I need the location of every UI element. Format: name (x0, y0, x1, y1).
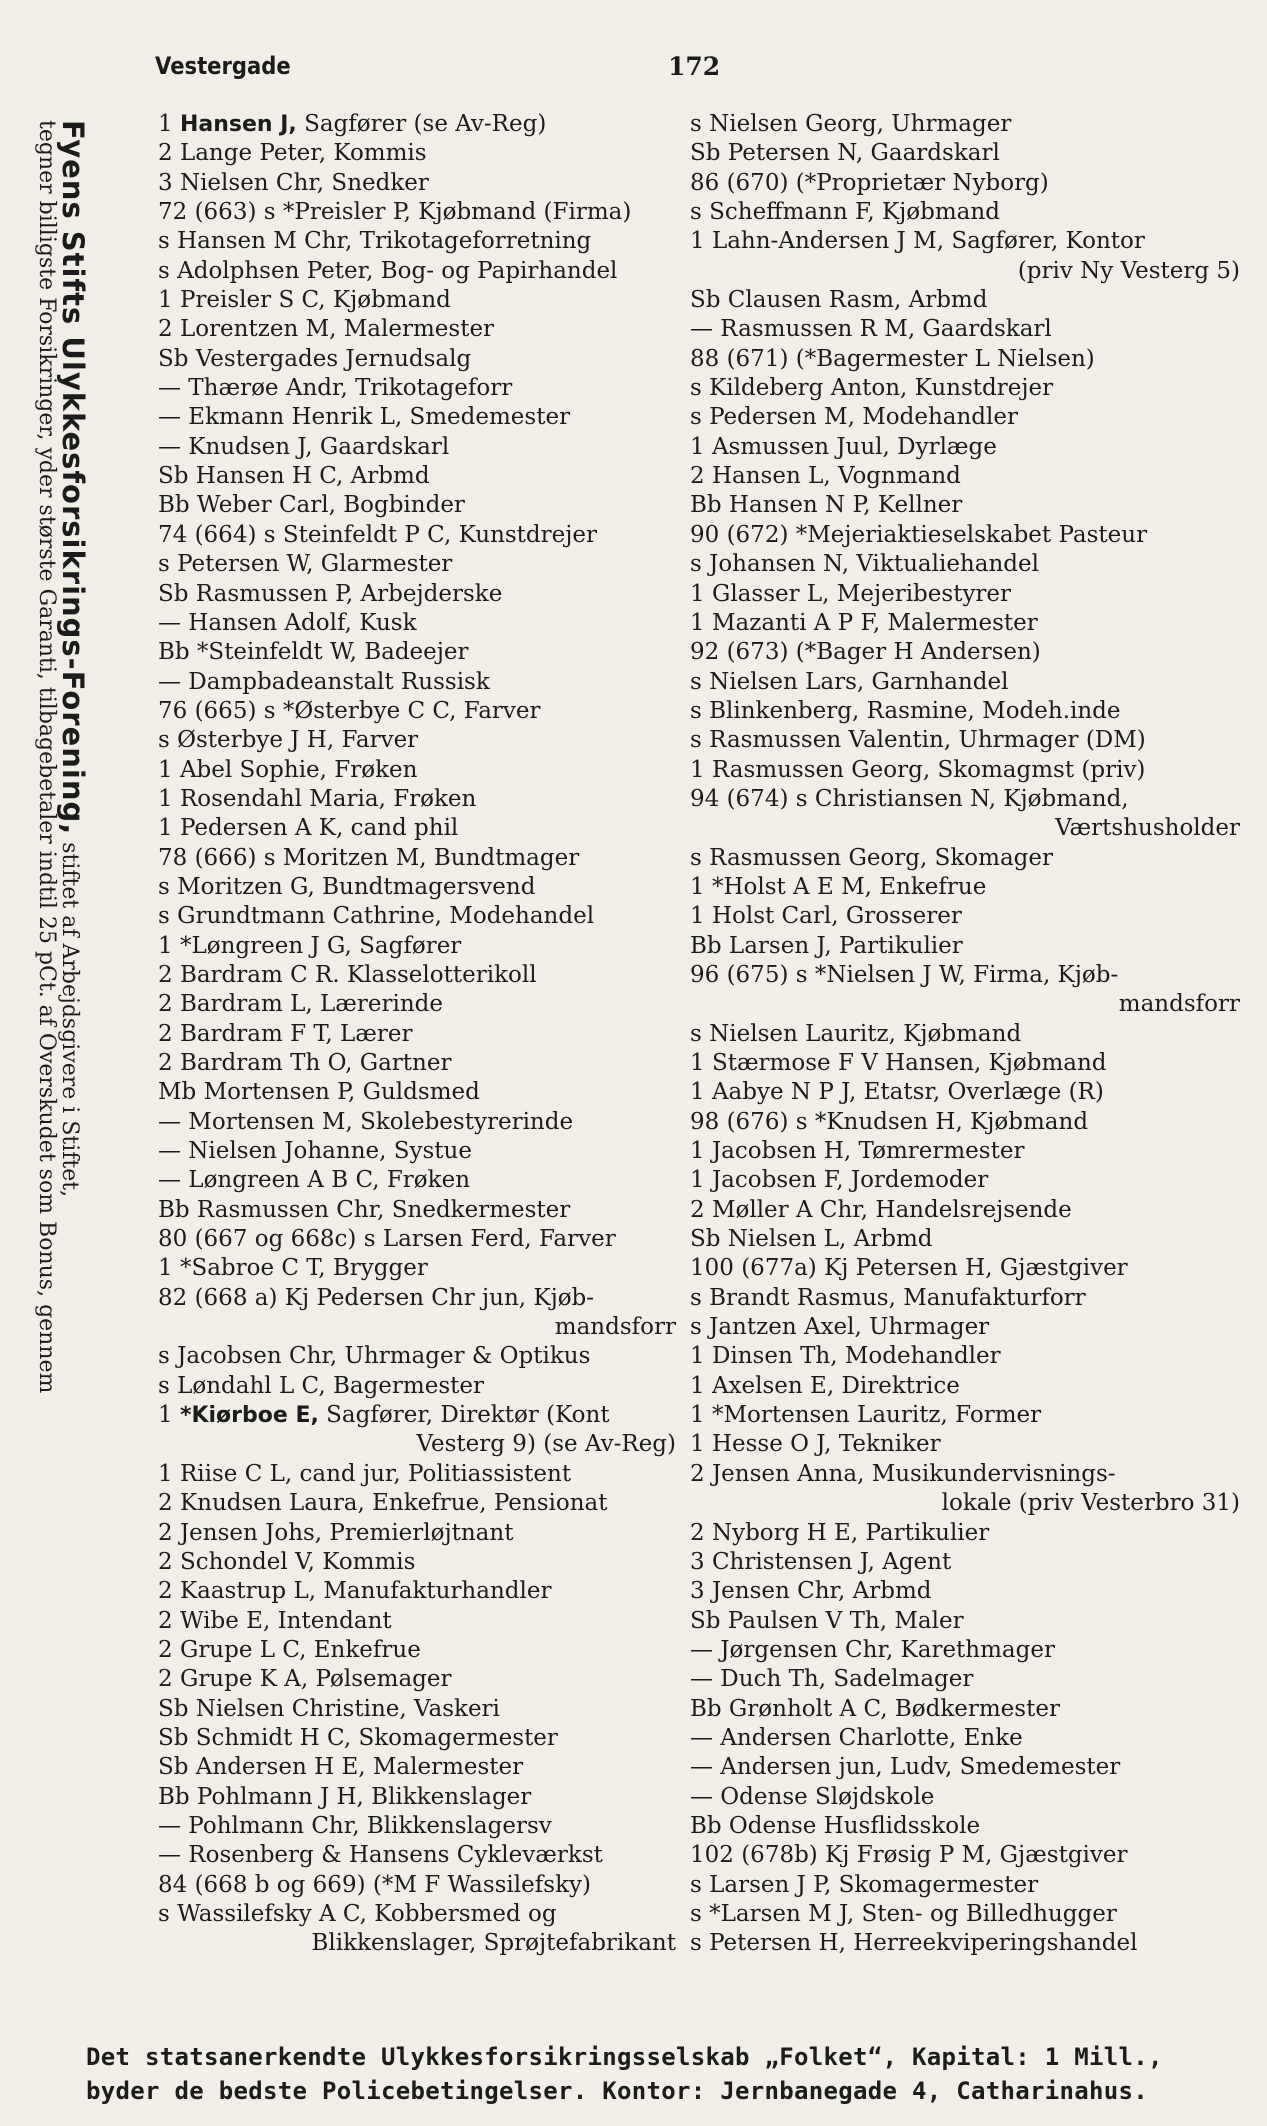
directory-entry: — Jørgensen Chr, Karethmager (690, 1636, 1055, 1663)
directory-entry: s *Larsen M J, Sten- og Billedhugger (690, 1900, 1117, 1927)
directory-entry: Bb Weber Carl, Bogbinder (158, 492, 465, 519)
directory-entry: 1 Rasmussen Georg, Skomagmst (priv) (690, 756, 1146, 783)
directory-entry: 3 Christensen J, Agent (690, 1548, 952, 1575)
directory-entry: — Løngreen A B C, Frøken (158, 1167, 471, 1194)
directory-entry: s Løndahl L C, Bagermester (158, 1372, 484, 1399)
directory-entry: Sb Nielsen Christine, Vaskeri (158, 1695, 500, 1722)
directory-entry: (priv Ny Vesterg 5) (1017, 257, 1240, 284)
directory-entry: 1 Aabye N P J, Etatsr, Overlæge (R) (690, 1079, 1104, 1106)
directory-entry: 72 (663) s *Preisler P, Kjøbmand (Firma) (158, 199, 632, 226)
directory-entry: s Hansen M Chr, Trikotageforretning (158, 228, 592, 255)
footer-line-2: byder de bedste Policebetingelser. Kontor: Jernbanegade 4, Catharinahus. (86, 2077, 1148, 2105)
directory-entry: Sb Andersen H E, Malermester (158, 1754, 524, 1781)
directory-entry: s Kildeberg Anton, Kunstdrejer (690, 375, 1054, 402)
directory-entry: Vesterg 9) (se Av-Reg) (416, 1431, 676, 1458)
directory-entry: 1 Pedersen A K, cand phil (158, 815, 459, 842)
directory-entry: 1 *Løngreen J G, Sagfører (158, 932, 462, 959)
directory-entry: 2 Hansen L, Vognmand (690, 463, 961, 490)
directory-entry: — Mortensen M, Skolebestyrerinde (158, 1108, 574, 1135)
directory-entry: s Jacobsen Chr, Uhrmager & Optikus (158, 1343, 591, 1370)
directory-entry: s Pedersen M, Modehandler (690, 404, 1018, 431)
directory-entry: 1 Glasser L, Mejeribestyrer (690, 580, 1012, 607)
directory-entry: — Thærøe Andr, Trikotageforr (158, 375, 513, 402)
directory-entry: 1 Lahn-Andersen J M, Sagfører, Kontor (690, 228, 1145, 255)
directory-entry: 96 (675) s *Nielsen J W, Firma, Kjøb- (690, 961, 1119, 988)
directory-entry: Sb Petersen N, Gaardskarl (690, 140, 1000, 167)
directory-entry: Bb Rasmussen Chr, Snedkermester (158, 1196, 571, 1223)
directory-entry: 2 Bardram F T, Lærer (158, 1020, 413, 1047)
directory-entry: s Nielsen Georg, Uhrmager (690, 111, 1012, 137)
directory-entry: s Brandt Rasmus, Manufakturforr (690, 1284, 1086, 1311)
directory-entry: Bb *Steinfeldt W, Badeejer (158, 639, 469, 666)
directory-entry: 1 Stærmose F V Hansen, Kjøbmand (690, 1050, 1107, 1076)
directory-entry: 74 (664) s Steinfeldt P C, Kunstdrejer (158, 521, 597, 548)
directory-entry: 1 Jacobsen H, Tømrermester (690, 1138, 1025, 1165)
directory-entry: s Johansen N, Viktualiehandel (690, 551, 1039, 578)
directory-entry: s Østerbye J H, Farver (158, 727, 419, 754)
directory-entry: 92 (673) (*Bager H Andersen) (690, 639, 1041, 666)
directory-entry: — Dampbadeanstalt Russisk (158, 668, 490, 695)
directory-entry: s Rasmussen Georg, Skomager (690, 844, 1054, 871)
directory-entry: 94 (674) s Christiansen N, Kjøbmand, (690, 785, 1129, 812)
directory-entry: Bb Hansen N P, Kellner (690, 492, 963, 519)
directory-entry: Værtshusholder (1055, 815, 1240, 842)
directory-entry: s Scheffmann F, Kjøbmand (690, 199, 1000, 226)
directory-entry: 2 Knudsen Laura, Enkefrue, Pensionat (158, 1490, 608, 1517)
directory-entry: 1 Abel Sophie, Frøken (158, 756, 418, 783)
directory-entry: 1 Jacobsen F, Jordemoder (690, 1167, 989, 1194)
directory-entry: 84 (668 b og 669) (*M F Wassilefsky) (158, 1871, 591, 1898)
directory-entry: 2 Bardram C R. Klasselotterikoll (158, 961, 537, 988)
directory-entry: mandsforr (1118, 991, 1240, 1018)
directory-entry: s Nielsen Lars, Garnhandel (690, 668, 1009, 695)
directory-entry: — Andersen Charlotte, Enke (690, 1724, 1023, 1751)
directory-entry: Sb Vestergades Jernudsalg (158, 345, 472, 372)
directory-entry: Sb Clausen Rasm, Arbmd (690, 287, 988, 314)
directory-entry: 2 Nyborg H E, Partikulier (690, 1519, 990, 1546)
directory-entry: 1 Hesse O J, Tekniker (690, 1431, 941, 1458)
directory-entry: s Nielsen Lauritz, Kjøbmand (690, 1020, 1022, 1047)
directory-entry: — Rosenberg & Hansens Cykleværkst (158, 1842, 603, 1869)
directory-entry: 2 Wibe E, Intendant (158, 1607, 392, 1634)
directory-entry: 102 (678b) Kj Frøsig P M, Gjæstgiver (690, 1842, 1128, 1869)
directory-entry: Sb Schmidt H C, Skomagermester (158, 1724, 558, 1751)
directory-entry: s Petersen W, Glarmester (158, 551, 453, 578)
directory-entry: s Blinkenberg, Rasmine, Modeh.inde (690, 697, 1121, 724)
directory-entry: s Jantzen Axel, Uhrmager (690, 1314, 990, 1341)
directory-entry: Sb Rasmussen P, Arbejderske (158, 580, 503, 607)
directory-entry: 78 (666) s Moritzen M, Bundtmager (158, 844, 580, 871)
directory-entry: 3 Nielsen Chr, Snedker (158, 169, 429, 196)
directory-entry: 100 (677a) Kj Petersen H, Gjæstgiver (690, 1255, 1128, 1282)
directory-entry: — Nielsen Johanne, Systue (158, 1138, 472, 1165)
directory-entry: — Hansen Adolf, Kusk (158, 609, 417, 636)
directory-entry: 2 Schondel V, Kommis (158, 1548, 416, 1575)
bold-name: *Kiørboe E, (179, 1403, 319, 1429)
directory-entry: 1 Rosendahl Maria, Frøken (158, 785, 477, 812)
bold-name: Hansen J, (179, 112, 297, 137)
directory-entry: 1 *Sabroe C T, Brygger (158, 1255, 428, 1282)
directory-entry: 1 Mazanti A P F, Malermester (690, 609, 1038, 636)
directory-entry: s Rasmussen Valentin, Uhrmager (DM) (690, 727, 1146, 754)
directory-entry: Bb Pohlmann J H, Blikkenslager (158, 1783, 532, 1810)
directory-entry: 2 Bardram L, Lærerinde (158, 991, 443, 1018)
directory-entry: 2 Grupe L C, Enkefrue (158, 1636, 421, 1663)
directory-entry: Bb Grønholt A C, Bødkermester (690, 1695, 1060, 1722)
directory-entry: — Odense Sløjdskole (690, 1783, 935, 1810)
directory-entry: Mb Mortensen P, Guldsmed (158, 1079, 480, 1106)
directory-entry: 1 *Mortensen Lauritz, Former (690, 1402, 1042, 1429)
directory-entry: Bb Larsen J, Partikulier (690, 932, 963, 959)
directory-entry: s Wassilefsky A C, Kobbersmed og (158, 1900, 557, 1927)
footer-line-1: Det statsanerkendte Ulykkesforsikringsselskab „Folket“, Kapital: 1 Mill., (86, 2043, 1163, 2071)
directory-entry: 2 Bardram Th O, Gartner (158, 1050, 452, 1076)
directory-entry: Bb Odense Husflidsskole (690, 1812, 981, 1839)
directory-entry: mandsforr (554, 1314, 676, 1341)
page-number: 172 (668, 52, 721, 81)
directory-entry: lokale (priv Vesterbro 31) (941, 1490, 1240, 1517)
side-line2: tegner billigste Forsikringer, yder største Garanti, tilbagebetaler indtil 25 pCt. af Overskudet som Bonus, gennem (34, 120, 59, 1394)
directory-entry: — Duch Th, Sadelmager (690, 1666, 974, 1693)
directory-entry: Sb Hansen H C, Arbmd (158, 463, 430, 490)
directory-entry: 2 Kaastrup L, Manufakturhandler (158, 1578, 552, 1605)
directory-entry: 1 *Holst A E M, Enkefrue (690, 873, 987, 900)
directory-entry: — Andersen jun, Ludv, Smedemester (690, 1754, 1121, 1781)
directory-entry: 2 Jensen Anna, Musikundervisnings- (690, 1460, 1116, 1487)
directory-entry: 98 (676) s *Knudsen H, Kjøbmand (690, 1108, 1089, 1135)
directory-entry: 76 (665) s *Østerbye C C, Farver (158, 697, 541, 724)
directory-entry: s Larsen J P, Skomagermester (690, 1871, 1039, 1898)
directory-entry: 2 Møller A Chr, Handelsrejsende (690, 1196, 1072, 1223)
footer-advertisement (86, 2040, 1251, 2108)
directory-entry: 1 Axelsen E, Direktrice (690, 1372, 960, 1399)
side-advertisement (34, 120, 90, 1920)
left-column (158, 110, 676, 1959)
directory-entry: 86 (670) (*Proprietær Nyborg) (690, 169, 1049, 196)
directory-entry: 2 Jensen Johs, Premierløjtnant (158, 1519, 514, 1546)
directory-entry: s Moritzen G, Bundtmagersvend (158, 873, 536, 900)
side-brand: Fyens Stifts Ulykkesforsikrings-Forening, (56, 120, 90, 836)
directory-entry: 1 Dinsen Th, Modehandler (690, 1343, 1001, 1370)
directory-entry: 2 Grupe K A, Pølsemager (158, 1666, 452, 1693)
directory-entry: 90 (672) *Mejeriaktieselskabet Pasteur (690, 521, 1148, 548)
directory-entry: 80 (667 og 668c) s Larsen Ferd, Farver (158, 1226, 616, 1253)
directory-entry: 88 (671) (*Bagermester L Nielsen) (690, 345, 1095, 372)
side-line1-rest: stiftet af Arbejdsgivere i Stiftet, (57, 835, 82, 1198)
directory-entry: s Petersen H, Herreekviperingshandel (690, 1930, 1138, 1957)
directory-entry: 1 Holst Carl, Grosserer (690, 903, 962, 930)
street-header: Vestergade (155, 52, 291, 80)
directory-entry: 1 Asmussen Juul, Dyrlæge (690, 433, 997, 460)
directory-entry: 2 Lorentzen M, Malermester (158, 316, 495, 343)
directory-entry: 1 *Kiørboe E, Sagfører, Direktør (Kont (158, 1402, 610, 1429)
directory-entry: Sb Nielsen L, Arbmd (690, 1226, 933, 1253)
directory-entry: Blikkenslager, Sprøjtefabrikant (311, 1930, 676, 1957)
directory-entry: — Rasmussen R M, Gaardskarl (690, 316, 1052, 343)
directory-entry: s Adolphsen Peter, Bog- og Papirhandel (158, 257, 618, 284)
directory-entry: 1 Preisler S C, Kjøbmand (158, 287, 451, 314)
directory-entry: — Pohlmann Chr, Blikkenslagersv (158, 1812, 552, 1839)
directory-entry: — Knudsen J, Gaardskarl (158, 433, 450, 460)
directory-entry: 3 Jensen Chr, Arbmd (690, 1578, 932, 1605)
directory-entry: Sb Paulsen V Th, Maler (690, 1607, 964, 1634)
directory-entry: — Ekmann Henrik L, Smedemester (158, 404, 571, 431)
right-column (690, 110, 1240, 1959)
directory-entry: 82 (668 a) Kj Pedersen Chr jun, Kjøb- (158, 1284, 595, 1311)
directory-entry: 1 Riise C L, cand jur, Politiassistent (158, 1460, 572, 1487)
directory-entry: 1 Hansen J, Sagfører (se Av-Reg) (158, 111, 547, 137)
directory-entry: 2 Lange Peter, Kommis (158, 140, 427, 167)
directory-entry: s Grundtmann Cathrine, Modehandel (158, 903, 595, 930)
